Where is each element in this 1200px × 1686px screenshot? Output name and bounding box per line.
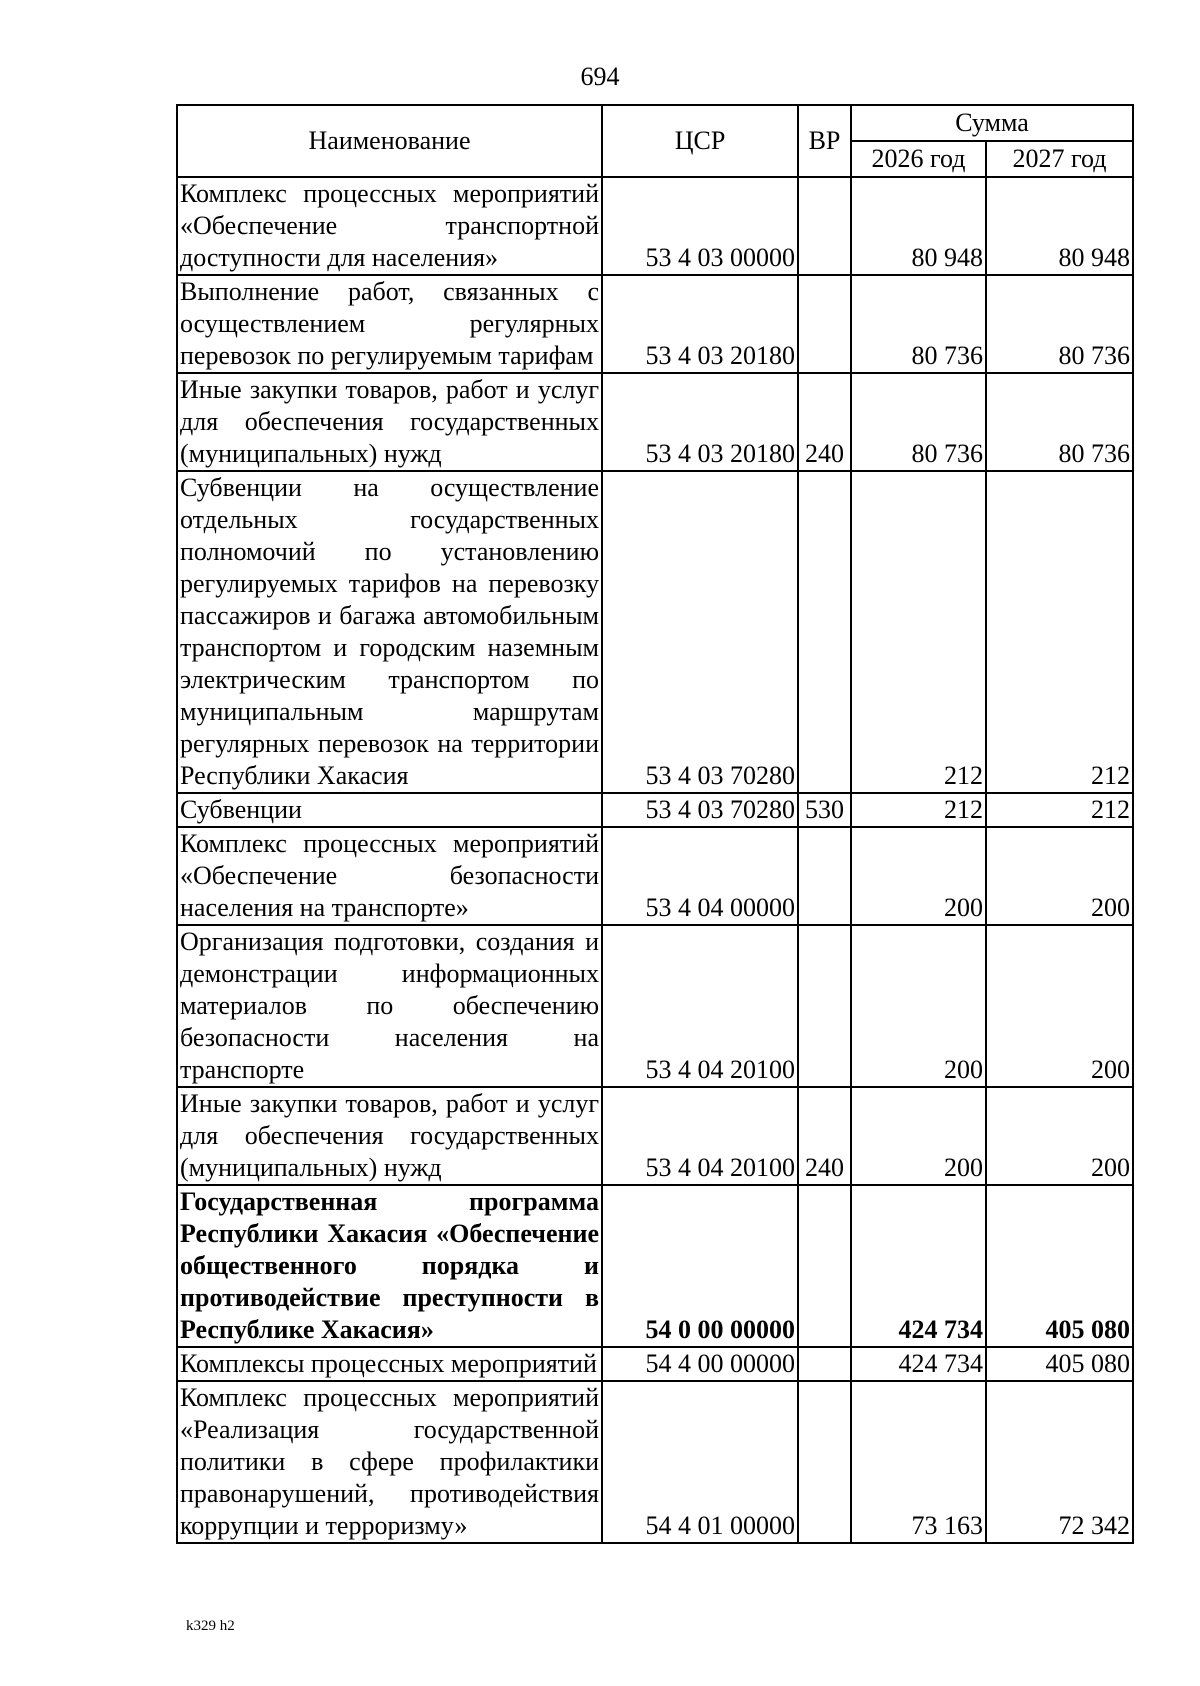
table-row: [177, 827, 1133, 925]
row-csr: 53 4 04 20100: [602, 925, 798, 1087]
row-sum-2026: 200: [851, 925, 986, 1087]
row-vr: [798, 1347, 851, 1381]
row-sum-2027: 72 342: [986, 1381, 1133, 1543]
table-row: [177, 471, 1133, 793]
row-name: Субвенции на осуществление отдельных государственных полномочий по установлению регулируемых тарифов на перевозку пассажиров и багажа автомобильным транспортом и городским наземным электрическим транспортом по муниципальным маршрутам регулярных перевозок на территории Республики Хакасия: [177, 471, 602, 793]
row-name: Государственная программа Республики Хакасия «Обеспечение общественного порядка и противодействие преступности в Республике Хакасия»: [177, 1185, 602, 1347]
row-sum-2026: 200: [851, 1087, 986, 1185]
row-sum-2026: 424 734: [851, 1185, 986, 1347]
row-vr: 240: [798, 373, 851, 471]
row-vr: 240: [798, 1087, 851, 1185]
row-csr: 53 4 03 00000: [602, 177, 798, 275]
row-csr: 53 4 04 20100: [602, 1087, 798, 1185]
header-csr: ЦСР: [602, 105, 798, 177]
row-name: Выполнение работ, связанных с осуществлением регулярных перевозок по регулируемым тарифам: [177, 275, 602, 373]
row-sum-2026: 212: [851, 793, 986, 827]
row-sum-2026: 200: [851, 827, 986, 925]
row-name: Комплекс процессных мероприятий «Обеспечение транспортной доступности для населения»: [177, 177, 602, 275]
header-sum: Сумма: [851, 105, 1133, 141]
table-row: [177, 1185, 1133, 1347]
row-sum-2027: 405 080: [986, 1347, 1133, 1381]
row-sum-2026: 212: [851, 471, 986, 793]
row-sum-2027: 405 080: [986, 1185, 1133, 1347]
table-row: [177, 373, 1133, 471]
row-name: Комплексы процессных мероприятий: [177, 1347, 602, 1381]
header-name: Наименование: [177, 105, 602, 177]
row-sum-2027: 80 736: [986, 275, 1133, 373]
row-sum-2026: 80 736: [851, 275, 986, 373]
header-vr: ВР: [798, 105, 851, 177]
row-sum-2027: 200: [986, 1087, 1133, 1185]
table-row: [177, 793, 1133, 827]
row-csr: 53 4 03 70280: [602, 793, 798, 827]
row-sum-2027: 80 736: [986, 373, 1133, 471]
row-sum-2026: 424 734: [851, 1347, 986, 1381]
budget-table: [176, 104, 1134, 1544]
table-row: [177, 275, 1133, 373]
row-name: Иные закупки товаров, работ и услуг для обеспечения государственных (муниципальных) нужд: [177, 373, 602, 471]
row-name: Иные закупки товаров, работ и услуг для обеспечения государственных (муниципальных) нужд: [177, 1087, 602, 1185]
row-name: Организация подготовки, создания и демонстрации информационных материалов по обеспечению безопасности населения на транспорте: [177, 925, 602, 1087]
row-vr: [798, 471, 851, 793]
table-row: [177, 925, 1133, 1087]
row-vr: 530: [798, 793, 851, 827]
row-csr: 53 4 03 70280: [602, 471, 798, 793]
header-year-2027: 2027 год: [986, 141, 1133, 177]
footer-code: k329 h2: [186, 1618, 235, 1634]
row-vr: [798, 827, 851, 925]
row-name: Субвенции: [177, 793, 602, 827]
row-sum-2027: 200: [986, 827, 1133, 925]
table-row: [177, 177, 1133, 275]
row-csr: 53 4 04 00000: [602, 827, 798, 925]
table-row: [177, 1347, 1133, 1381]
row-csr: 54 4 01 00000: [602, 1381, 798, 1543]
row-sum-2026: 80 736: [851, 373, 986, 471]
row-vr: [798, 1185, 851, 1347]
row-csr: 53 4 03 20180: [602, 373, 798, 471]
row-csr: 54 4 00 00000: [602, 1347, 798, 1381]
row-vr: [798, 925, 851, 1087]
row-vr: [798, 275, 851, 373]
header-year-2026: 2026 год: [851, 141, 986, 177]
page-number: 694: [580, 62, 620, 91]
row-csr: 54 0 00 00000: [602, 1185, 798, 1347]
row-sum-2027: 200: [986, 925, 1133, 1087]
row-csr: 53 4 03 20180: [602, 275, 798, 373]
row-sum-2027: 80 948: [986, 177, 1133, 275]
row-sum-2026: 80 948: [851, 177, 986, 275]
row-vr: [798, 1381, 851, 1543]
row-sum-2026: 73 163: [851, 1381, 986, 1543]
table-row: [177, 1381, 1133, 1543]
row-sum-2027: 212: [986, 793, 1133, 827]
row-name: Комплекс процессных мероприятий «Реализация государственной политики в сфере профилактики правонарушений, противодействия коррупции и терроризму»: [177, 1381, 602, 1543]
table-row: [177, 1087, 1133, 1185]
row-name: Комплекс процессных мероприятий «Обеспечение безопасности населения на транспорте»: [177, 827, 602, 925]
row-vr: [798, 177, 851, 275]
row-sum-2027: 212: [986, 471, 1133, 793]
